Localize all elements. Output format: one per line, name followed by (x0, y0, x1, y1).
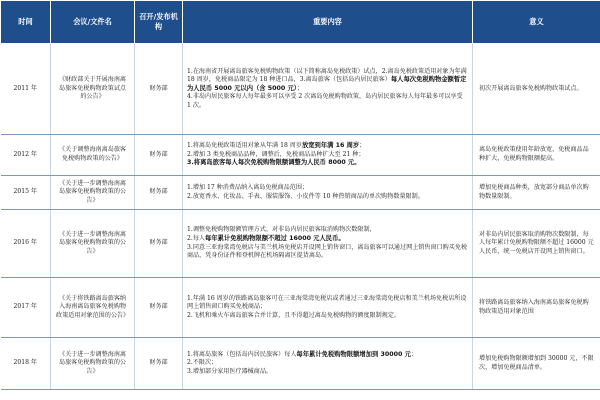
row-org: 财务部 (135, 44, 183, 135)
row-year: 2012 年 (1, 135, 51, 176)
content-text: 1.年满 16 周岁的铁路离岛旅客可在三亚海棠湾免税店或者通过三亚海棠湾免税店和美兰机场免税店所设网上销售窗口购买免税商品； (187, 294, 467, 311)
content-text: 1.将离岛旅客（包括岛内居民旅客）每人 (187, 350, 297, 358)
content-text: ； (296, 84, 304, 92)
row-year: 2017 年 (1, 278, 51, 338)
content-text: 3.同意三亚海棠湾免税店与美兰机场免税店开设网上销售窗口，离岛旅客可以通过网上销售窗口购买免税商品，凭身份证件和登机牌在机场隔离区提货离岛。 (187, 243, 468, 260)
highlight-text: 3.将离岛旅客每人每次免税购物限额调整为人民币 8000 元。 (187, 159, 361, 167)
table-row (1, 135, 600, 176)
content-text: 2.不限次； (187, 359, 218, 367)
table-row (1, 338, 600, 390)
table-row (1, 210, 600, 278)
row-doc: 《关于进一步调整海南离岛旅客免税购物政策的公告》 (51, 176, 135, 210)
row-significance: 初次开展离岛旅客免税购物政策试点。 (473, 44, 600, 135)
row-year: 2015 年 (1, 176, 51, 210)
content-text: 2.每人 (187, 234, 206, 242)
content-text: 4.非岛内居民旅客每人每年最多可以享受 2 次离岛免税购物政策，岛内居民旅客每人每年最多可以享受 1 次。 (187, 93, 463, 109)
row-content (183, 176, 473, 210)
row-content (183, 278, 473, 338)
row-content (183, 338, 473, 390)
row-significance: 离岛免税政策使用年龄放宽，免税商品品种扩大，免税购物限额提高。 (473, 135, 600, 176)
content-text: ； (359, 142, 366, 150)
row-org: 财务部 (135, 135, 183, 176)
table-row (1, 44, 600, 135)
highlight-text: 每年累计免税购物限额不超过 16000 元人民币。 (205, 234, 345, 242)
header-content: 重要内容 (183, 1, 473, 44)
row-doc: 《关于调整海南离岛旅客免税购物政策的公告》 (51, 135, 135, 176)
row-content (183, 135, 473, 176)
header-org: 召开/发布机构 (135, 1, 183, 44)
content-text: 2.增加 3 类免税商品品种，调整后，免税商品品种扩大至 21 种； (187, 150, 365, 158)
header-year: 时间 (1, 1, 51, 44)
row-year: 2016 年 (1, 210, 51, 278)
highlight-text: 每年累计免税购物限额增加到 30000 元 (296, 350, 411, 358)
row-year: 2018 年 (1, 338, 51, 390)
content-text: 3.增加部分家用医疗器械商品。 (187, 367, 273, 375)
header-doc: 会议/文件名 (51, 1, 135, 44)
row-org: 财务部 (135, 176, 183, 210)
row-doc: 《关于将铁路离岛旅客纳入海南离岛旅客免税购物政策适用对象范围的公告》 (51, 278, 135, 338)
content-text: 1.增加 17 种消费品纳入离岛免税商品范围； (187, 183, 309, 191)
content-text: 1.在海南省开展离岛旅客免税购物政策（以下简称离岛免税政策）试点， (187, 67, 382, 75)
content-text: 2.放宽香水、化妆品、手表、服装服饰、小皮件等 10 种热销商品的单次购物数量限制。 (187, 192, 424, 200)
header-row (1, 1, 600, 44)
content-text: 1.调整免税购物限额管理方式，对非岛内居民旅客取消购物次数限制， (187, 226, 376, 234)
row-org: 财务部 (135, 278, 183, 338)
row-content (183, 210, 473, 278)
table-row (1, 176, 600, 210)
content-text: 2.飞机和乘火车离岛旅客合并计算，且不得超过离岛免税购物的额度限制规定。 (187, 311, 401, 319)
content-text: ； (410, 350, 417, 358)
content-text: 2.离岛免税政策适用对象为年满 18 周岁，免税商品限定为 18 种进口品， (187, 67, 467, 84)
row-org: 财务部 (135, 210, 183, 278)
row-year: 2011 年 (1, 44, 51, 135)
row-content (183, 44, 473, 135)
table-row (1, 278, 600, 338)
header-significance: 意义 (473, 1, 600, 44)
row-doc: 《关于进一步调整海南离岛旅客免税购物政策的公告》 (51, 210, 135, 278)
row-significance: 将铁路离岛旅客纳入海南离岛旅客免税购物政策适用对象范围 (473, 278, 600, 338)
highlight-text: 每人每次免税购物金额暂定为人民币 5000 元以内（含 5000 元） (187, 76, 467, 92)
row-doc: 《财政部关于开展海南离岛旅客免税购物政策试点的公告》 (51, 44, 135, 135)
row-doc: 《关于进一步调整海南离岛旅客免税购物政策的公告》 (51, 338, 135, 390)
highlight-text: 放宽到年满 16 周岁 (301, 142, 360, 150)
content-text: 1.将离岛免税政策适用对象从年满 18 周岁 (187, 142, 302, 150)
row-significance: 对非岛内居民旅客取消购物次数限制，每人每年累计免税购物限额不超过 16000 元人民币，统一免税店开设网上销售窗口。 (473, 210, 600, 278)
row-significance: 增加免税购物限额增加到 30000 元，不限次，增加免税商品清单。 (473, 338, 600, 390)
row-org: 财务部 (135, 338, 183, 390)
row-significance: 增加免税商品种类，放宽部分商品单次购物数量限制。 (473, 176, 600, 210)
content-text: 3.离岛旅客（包括岛内居民旅客） (299, 76, 391, 84)
